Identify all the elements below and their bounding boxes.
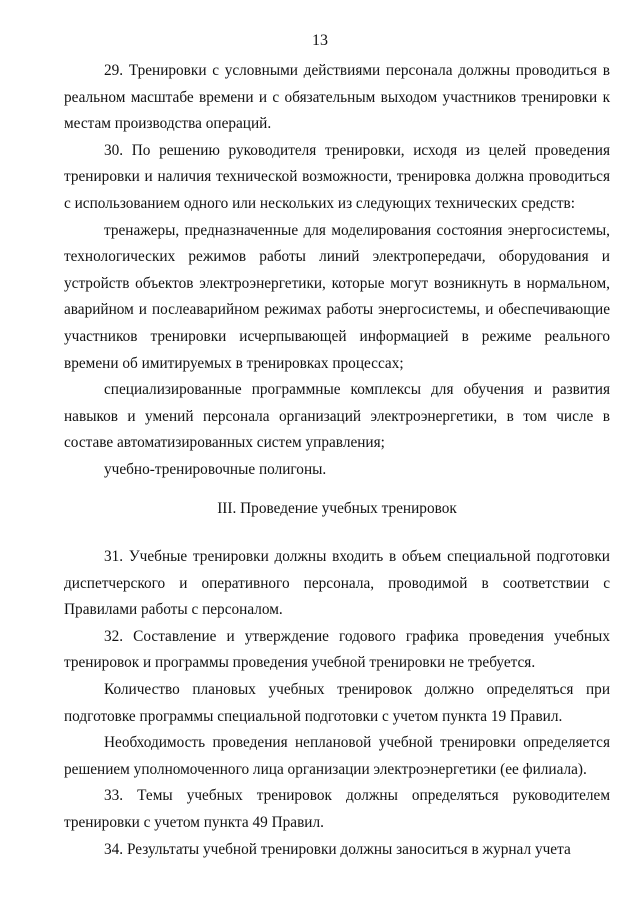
paragraph-30: 30. По решению руководителя тренировки, исходя из целей проведения тренировки и наличия технической возможности, тренировка должна проводиться с использованием одного или нескольких из следующих технических средств:	[64, 141, 610, 212]
paragraph-32-unplanned: Необходимость проведения неплановой учебной тренировки определяется решением уполномоченного лица организации электроэнергетики (ее филиала).	[64, 734, 610, 778]
paragraph-29: 29. Тренировки с условными действиями персонала должны проводиться в реальном масштабе времени и с обязательным выходом участников тренировки к местам производства операций.	[64, 62, 610, 133]
list-item-software: специализированные программные комплексы для обучения и развития навыков и умений персонала организаций электроэнергетики, в том числе в составе автоматизированных систем управления;	[64, 381, 610, 452]
list-item-polygons: учебно-тренировочные полигоны.	[104, 460, 327, 478]
document-body	[64, 58, 610, 863]
paragraph-32-count: Количество плановых учебных тренировок должно определяться при подготовке программы специальной подготовки с учетом пункта 19 Правил.	[64, 681, 610, 725]
paragraph-32: 32. Составление и утверждение годового графика проведения учебных тренировок и программы проведения учебной тренировки не требуется.	[64, 627, 610, 672]
paragraph-33: 33. Темы учебных тренировок должны определяться руководителем тренировки с учетом пункта 49 Правил.	[64, 787, 610, 832]
section-heading: III. Проведение учебных тренировок	[217, 499, 457, 517]
list-item-simulators: тренажеры, предназначенные для моделирования состояния энергосистемы, технологических режимов работы линий электропередачи, оборудования и устройств объектов электроэнергетики, которые могут возникнуть в нормальном, аварийном и послеаварийном режимах работы энергосистемы, и обеспечивающие участников тренировки исчерпывающей информацией в режиме реального времени об имитируемых в тренировках процессах;	[64, 221, 610, 372]
page-number: 13	[312, 32, 328, 49]
paragraph-34: 34. Результаты учебной тренировки должны заноситься в журнал учета	[104, 840, 571, 858]
paragraph-31: 31. Учебные тренировки должны входить в объем специальной подготовки диспетчерского и оперативного персонала, проводимой в соответствии с Правилами работы с персоналом.	[64, 548, 610, 619]
